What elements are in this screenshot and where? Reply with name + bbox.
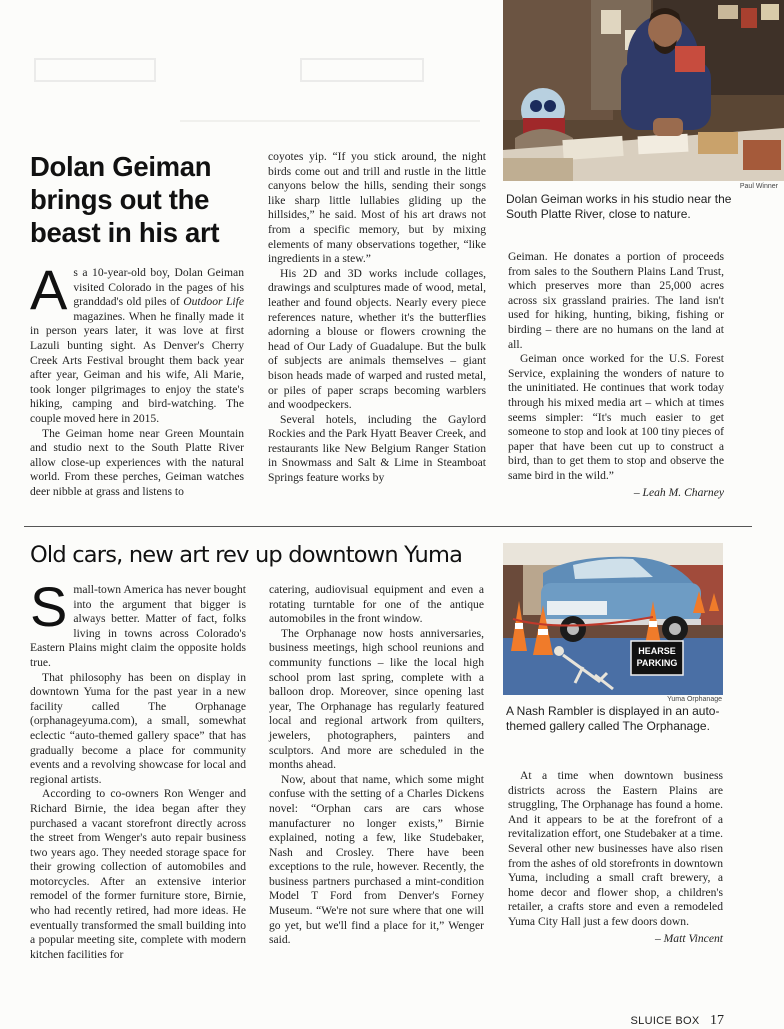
article1-paragraph-5: Several hotels, including the Gaylord Rockies and the Park Hyatt Beaver Creek, and restaurants like New Belgium Ranger Station in Snowmass and Salt & Lime in Steamboat Springs feature works by <box>268 412 486 485</box>
article1-column-3 <box>508 250 724 500</box>
nash-photo-caption: A Nash Rambler is displayed in an auto-themed gallery called The Orphanage. <box>506 704 720 733</box>
article2-paragraph-6: Now, about that name, which some might confuse with the setting of a Charles Dickens novel: “Orphan cars are cars whose manufacturer no longer exists,” Birnie explained, noting a few, like Studebaker, Nash and Crosley. There have been exceptions to the rule, however. Recently, the business partners purchased a mint-condition Model T Ford from Denver's Forney Museum. “We're not sure where that one will go yet, but we'll find a place for it,” Wenger said. <box>269 772 484 947</box>
nash-rambler-photo <box>503 543 723 695</box>
article2-paragraph-4: catering, audiovisual equipment and even a rotating turntable for one of the antique automobiles in the front window. <box>269 583 484 626</box>
article1-paragraph-6: Geiman. He donates a portion of proceeds from sales to the Southern Plains Land Trust, which preserves more than 25,000 acres across six grassland prairies. The land isn't used for hiking, hunting, biking, fishing or birding – there are no humans on the land at all. <box>508 250 724 351</box>
article2-paragraph-2: That philosophy has been on display in downtown Yuma for the past year in a new facility called The Orphanage (orphanageyuma.com), a small, somewhat eclectic “auto-themed gallery space” that has gradually become a place for community events and a revolving showcase for local and regional artists. <box>30 670 246 786</box>
article1-byline: – Leah M. Charney <box>633 485 724 499</box>
show-through-large-heading <box>180 80 480 122</box>
article1-dropcap: A <box>30 258 68 321</box>
sign-line-1: HEARSE <box>638 646 676 656</box>
studio-photo <box>503 0 784 181</box>
studio-photo-illustration <box>503 0 784 181</box>
article1-p1-italic: Outdoor Life <box>183 295 245 309</box>
studio-photo-caption: Dolan Geiman works in his studio near the South Platte River, close to nature. <box>506 192 732 221</box>
nash-rambler-illustration <box>503 543 723 695</box>
article1-p1-text: s a 10-year-old boy, Dolan Geiman visited Colorado in the pages of his granddad's old piles of <box>73 266 244 309</box>
article1-p1-end: magazines. When he finally made it in person years later, it was love at first Lazuli bunting sight. As Denver's Cherry Creek Arts Festival brought them back year after year, Geiman and his wife, Ali Marie, took longer pilgrimages to enjoy the state's hiking, camping and bird-watching. The couple moved here in 2015. <box>30 309 244 425</box>
article1-paragraph-2: The Geiman home near Green Mountain and studio next to the South Platte River allow close-up experiences with the natural world. From these perches, Geiman watches deer nibble at grass and listens to <box>30 426 244 498</box>
hearse-parking-sign <box>631 641 683 675</box>
article2-column-2 <box>269 583 484 948</box>
article2-column-3 <box>508 769 723 946</box>
show-through-banner-right <box>300 58 424 82</box>
article2-byline: – Matt Vincent <box>654 931 723 945</box>
article1-paragraph-4: His 2D and 3D works include collages, drawings and sculptures made of wood, metal, leather and found objects. Nearly every piece references nature, whether it's the butterflies adorning a blouse or flowers crowning the head of Our Lady of Guadalupe. But the bulk of subjects are animals themselves – giant bison heads made of warped and rusted metal, or piles of paper scraps becoming warblers and woodpeckers. <box>268 266 486 412</box>
studio-photo-credit: Paul Winner <box>739 183 778 190</box>
article1-paragraph-1 <box>30 258 245 427</box>
article1-headline: Dolan Geiman brings out the beast in his art <box>30 151 220 248</box>
article2-paragraph-1 <box>30 575 246 671</box>
sign-line-2: PARKING <box>636 658 678 668</box>
article2-dropcap: S <box>30 575 68 638</box>
article1-column-1 <box>30 258 245 500</box>
article2-paragraph-5: The Orphanage now hosts anniversaries, business meetings, high school reunions and community functions – like the local high school prom last spring, complete with a balloon drop. Moreover, since opening last year, The Orphanage has regularly featured local and regional artwork from quilters, jewelers, photographers, painters and sculptors. And more are scheduled in the months ahead. <box>269 626 484 772</box>
article2-paragraph-7: At a time when downtown business districts across the Eastern Plains are struggling, The Orphanage has found a home. And it appears to be at the forefront of a revitalization effort, one Studebaker at a time. Several other new businesses have also risen from the ashes of old storefronts in downtown Yuma, including a small craft brewery, a home decor and flower shop, a children's retailer, a crafts store and even a remodeled Yuma City Hall just a few doors down. <box>508 769 723 928</box>
show-through-banner-left <box>34 58 156 82</box>
article2-p1-text: mall-town America has never bought into the argument that bigger is always better. Matter of fact, folks living in towns across Colorado's Eastern Plains might claim the opposite holds true. <box>30 583 246 669</box>
nash-photo-credit: Yuma Orphanage <box>667 696 722 703</box>
article1-paragraph-7: Geiman once worked for the U.S. Forest Service, explaining the wonders of nature to the uninitiated. He continues that work today through his mixed media art – which at times seems simpler: “It's much easier to get someone to stop and look at 100 tiny pieces of paper that have been cut up to construct a bird, than to get them to stop and observe the same bird in the wild.” <box>508 352 724 482</box>
article2-paragraph-3: According to co-owners Ron Wenger and Richard Birnie, the idea began after they purchased a vacant storefront directly across the street from Wenger's auto repair business two years ago. They needed storage space for their growing collection of automobiles and motorcycles. After an extensive interior remodel of the former furniture store, Birnie, who had recently retired, had more ideas. He eventually transformed the small building into a popular meeting site, complete with modern kitchen facilities for <box>30 787 246 961</box>
page-footer <box>631 1011 724 1029</box>
article-divider <box>24 526 752 527</box>
article2-column-1 <box>30 575 246 962</box>
article1-column-2 <box>268 150 486 486</box>
page-number: 17 <box>710 1013 724 1028</box>
article2-headline: Old cars, new art rev up downtown Yuma <box>30 542 463 568</box>
article1-paragraph-3: coyotes yip. “If you stick around, the night birds come out and trill and rustle in the little canyons below the hills, sending their songs like sharp little lullabies gliding up the hillsides,” he said. Most of his art draws not from a specific memory, but by mixing elements of many observations together, “like ingredients in a stew.” <box>268 150 486 266</box>
magazine-name: SLUICE BOX <box>630 1015 700 1027</box>
